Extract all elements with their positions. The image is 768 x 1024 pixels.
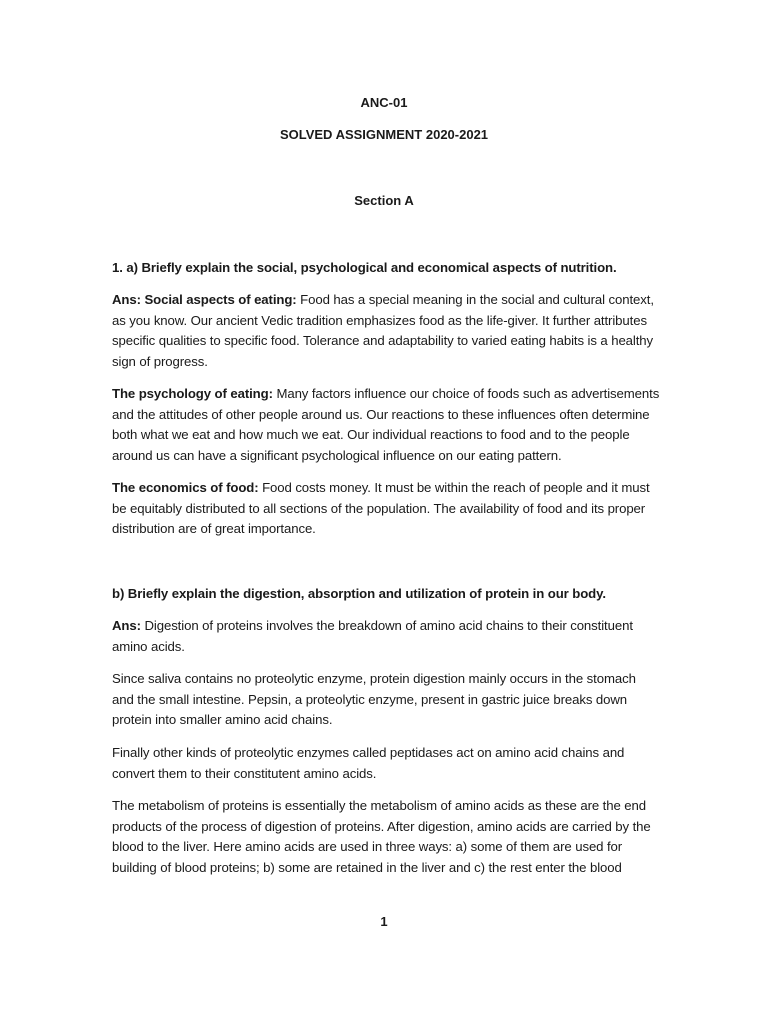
social-text: Food has a special meaning in the social and cultural context, as you know. Our ancient Vedic tradition emphasizes food as the life-giver. It further attributes specific qualities to specific food. Tolerance and adaptability to varied eating habits is a healthy sign of progress. [112, 292, 654, 369]
question-1a: 1. a) Briefly explain the social, psychological and economical aspects of nutrition. [112, 260, 617, 275]
ans-label: Ans: [112, 618, 141, 633]
social-label: Ans: Social aspects of eating: [112, 292, 297, 307]
page-number: 1 [380, 914, 388, 929]
section-heading: Section A [354, 193, 414, 208]
psychology-label: The psychology of eating: [112, 386, 273, 401]
question-1b: b) Briefly explain the digestion, absorption and utilization of protein in our body. [112, 586, 606, 601]
document-title: SOLVED ASSIGNMENT 2020-2021 [279, 127, 489, 142]
psychology-text: Many factors influence our choice of foods such as advertisements and the attitudes of other people around us. Our reactions to these influences often determine both what we eat and how much we eat. Our individual reactions to food and to the people around us can have a significant psychological influence on our eating pattern. [112, 386, 660, 463]
metabolism-paragraph: The metabolism of proteins is essentially the metabolism of amino acids as these are the end products of the process of digestion of proteins. After digestion, amino acids are carried by the blood to the liver. Here amino acids are used in three ways: a) some of them are used for building of blood proteins; b) some are retained in the liver and c) the rest enter the blood [112, 798, 651, 875]
course-code: ANC-01 [360, 95, 408, 110]
answer-psychology-paragraph [112, 384, 660, 466]
peptidases-paragraph: Finally other kinds of proteolytic enzymes called peptidases act on amino acid chains and convert them to their constitutent amino acids. [112, 745, 625, 781]
economics-text: Food costs money. It must be within the reach of people and it must be equitably distributed to all sections of the population. The availability of food and its proper distribution are of great importance. [112, 480, 650, 536]
digestion-paragraph: Since saliva contains no proteolytic enzyme, protein digestion mainly occurs in the stomach and the small intestine. Pepsin, a proteolytic enzyme, present in gastric juice breaks down protein into smaller amino acid chains. [112, 671, 636, 727]
ans-text: Digestion of proteins involves the breakdown of amino acid chains to their constituent amino acids. [112, 618, 633, 654]
answer-protein-paragraph [112, 616, 660, 657]
economics-label: The economics of food: [112, 480, 259, 495]
answer-social-paragraph [112, 290, 660, 372]
answer-economics-paragraph [112, 478, 660, 540]
